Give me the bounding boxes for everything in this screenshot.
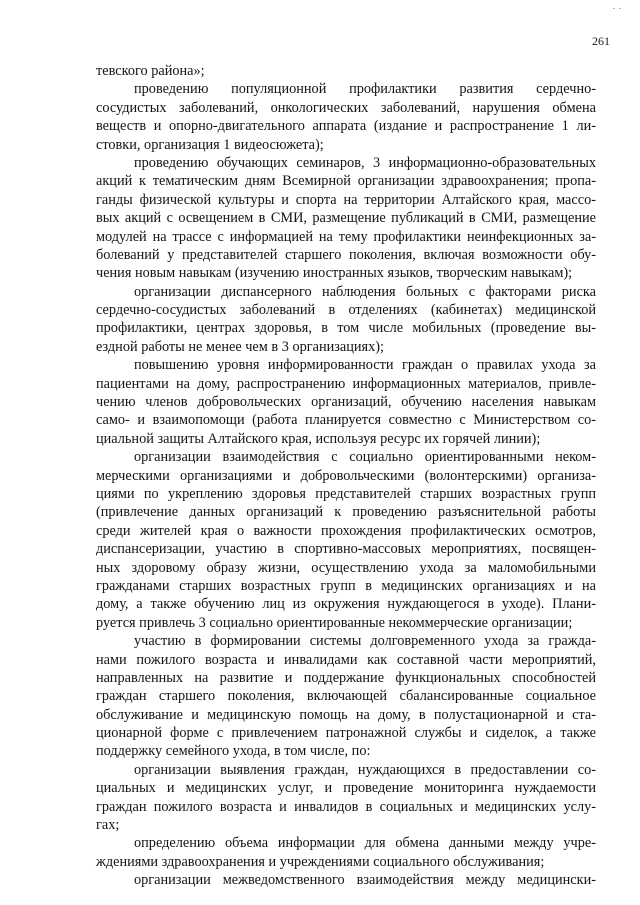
text-line: ционарной форме с привлечением патронажной службы и сиделок, а также	[96, 725, 596, 742]
page-number: 261	[592, 34, 610, 48]
text-line: среди жителей края о важности прохождения профилактических осмотров,	[96, 522, 596, 539]
paragraph	[96, 62, 596, 80]
corner-mark: . .	[613, 2, 622, 11]
text-line: циальных и медицинских услуг, и проведение мониторинга нуждаемости	[96, 780, 596, 797]
text-line: чения новым навыкам (изучению иностранных языков, творческим навыкам);	[96, 265, 573, 282]
text-line: модулей на трассе с информацией на тему профилактики неинфекционных за-	[96, 228, 596, 245]
paragraph	[96, 761, 596, 835]
text-line: организации выявления граждан, нуждающихся в предоставлении со-	[134, 761, 596, 778]
text-line: тевского района»;	[96, 63, 205, 79]
text-line: обслуживание и медицинскую помощь на дому, в полустационарной и ста-	[96, 706, 596, 723]
text-line: веществ и опорно-двигательного аппарата (издание и распространение 1 ли-	[96, 118, 596, 135]
text-line: организации диспансерного наблюдения больных с факторами риска	[134, 283, 596, 300]
text-line: ездной работы не менее чем в 3 организациях);	[96, 338, 385, 355]
text-line: граждан старшего поколения, включающей сбалансированные социальное	[96, 688, 596, 705]
text-line: повышению уровня информированности граждан о правилах ухода за	[134, 357, 596, 374]
text-line: стовки, организация 1 видеосюжета);	[96, 136, 324, 153]
text-line: организации межведомственного взаимодействия между медицински-	[134, 872, 596, 889]
text-line: циальной защиты Алтайского края, используя ресурс их горячей линии);	[96, 430, 541, 447]
text-line: диспансеризации, участию в спортивно-массовых мероприятиях, посвящен-	[96, 541, 596, 558]
text-line: гах;	[96, 817, 120, 834]
text-line: акций к тематическим дням Всемирной организации здравоохранения; пропа-	[96, 173, 596, 190]
text-line: циями по укреплению здоровья представителей старших возрастных групп	[96, 485, 596, 502]
text-line: ждениями здравоохранения и учреждениями социального обслуживания;	[96, 853, 545, 870]
text-line: (привлечение данных организаций к проведению разъяснительной работы	[96, 504, 596, 521]
text-line: дому, а также обучению лиц из окружения нуждающегося в уходе). Плани-	[96, 596, 596, 613]
text-line: граждан пожилого возраста и инвалидов в социальных и медицинских услу-	[96, 798, 596, 815]
text-line: поддержку семейного ухода, в том числе, по:	[96, 743, 371, 760]
text-line: сердечно-сосудистых заболеваний в отделениях (кабинетах) медицинской	[96, 302, 596, 319]
text-line: определению объема информации для обмена данными между учре-	[134, 835, 596, 852]
paragraph	[96, 632, 596, 761]
paragraph	[96, 871, 596, 889]
text-line: чению членов добровольческих организаций, обучению населения навыкам	[96, 394, 596, 411]
paragraph	[96, 154, 596, 283]
text-line: проведению популяционной профилактики развития сердечно-	[134, 81, 596, 98]
text-line: гражданами старших возрастных групп в медицинских организациях и на	[96, 577, 596, 594]
paragraph	[96, 356, 596, 448]
text-line: мерческими организациями и добровольческими (волонтерскими) организа-	[96, 467, 596, 484]
text-line: руется привлечь 3 социально ориентированные некоммерческие организации;	[96, 614, 573, 631]
paragraph	[96, 834, 596, 871]
text-line: проведению обучающих семинаров, 3 информационно-образовательных	[134, 154, 596, 171]
paragraph	[96, 448, 596, 632]
text-line: само- и взаимопомощи (работа планируется совместно с Министерством со-	[96, 412, 596, 429]
text-line: болеваний у представителей старшего поколения, включая возможности обу-	[96, 246, 596, 263]
text-line: организации взаимодействия с социально ориентированными неком-	[134, 449, 596, 466]
text-line: пациентами на дому, распространению информационных материалов, привле-	[96, 375, 596, 392]
text-line: участию в формировании системы долговременного ухода за гражда-	[134, 633, 596, 650]
text-line: ных здоровому образу жизни, осуществлению ухода за маломобильными	[96, 559, 596, 576]
text-line: нами пожилого возраста и инвалидами как составной части мероприятий,	[96, 651, 596, 668]
text-line: вых акций с освещением в СМИ, размещение публикаций в СМИ, размещение	[96, 210, 596, 227]
text-line: ганды физической культуры и спорта на территории Алтайского края, массо-	[96, 191, 596, 208]
body-text	[96, 62, 596, 890]
paragraph	[96, 80, 596, 154]
text-line: направленных на развитие и поддержание функциональных способностей	[96, 669, 596, 686]
text-line: профилактики, центрах здоровья, в том числе мобильных (проведение вы-	[96, 320, 596, 337]
paragraph	[96, 283, 596, 357]
text-line: сосудистых заболеваний, онкологических заболеваний, нарушения обмена	[96, 99, 596, 116]
